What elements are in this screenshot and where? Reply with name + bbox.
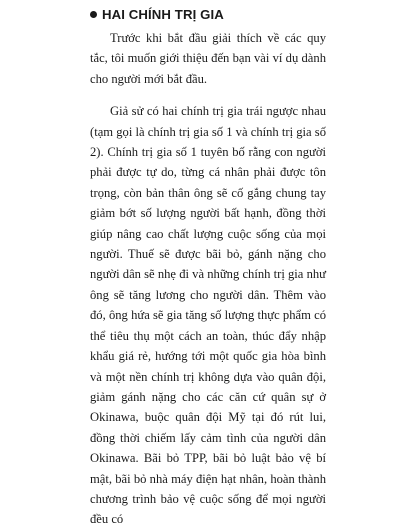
body-paragraph: Giả sử có hai chính trị gia trái ngược nhau (tạm gọi là chính trị gia số 1 và chính trị gia số 2). Chính trị gia số 1 tuyên bố rằng con người phải được tự do, từng cá nhân phải được tôn trọng, còn bản thân ông sẽ cố gắng chung tay giảm bớt số lượng người bất hạnh, đồng thời giúp nâng cao chất lượng cuộc sống của mọi người. Thuế sẽ được bãi bỏ, gánh nặng cho người dân sẽ nhẹ đi và những chính trị gia như ông sẽ tăng lương cho người dân. Thêm vào đó, ông hứa sẽ gia tăng số lượng thực phẩm có thể tiêu thụ một cách an toàn, thúc đẩy nhập khẩu giá rẻ, hướng tới một quốc gia hòa bình và một nền chính trị không dựa vào quân đội, giảm gánh nặng cho các căn cứ quân sự ở Okinawa, buộc quân đội Mỹ tại đó rút lui, đồng thời chiếm lấy cảm tình của người dân Okinawa. Bãi bỏ TPP, bãi bỏ luật bảo vệ bí mật, bãi bỏ nhà máy điện hạt nhân, hoàn thành chương trình bảo vệ cuộc sống để mọi người đều có [90,104,326,527]
intro-paragraph: Trước khi bắt đầu giải thích về các quy tắc, tôi muốn giới thiệu đến bạn vài ví dụ dành cho người mới bắt đầu. [90,31,326,86]
bullet-icon [90,11,97,18]
section-heading-text: HAI CHÍNH TRỊ GIA [102,6,224,22]
section-heading [90,2,326,26]
book-page [90,0,326,530]
